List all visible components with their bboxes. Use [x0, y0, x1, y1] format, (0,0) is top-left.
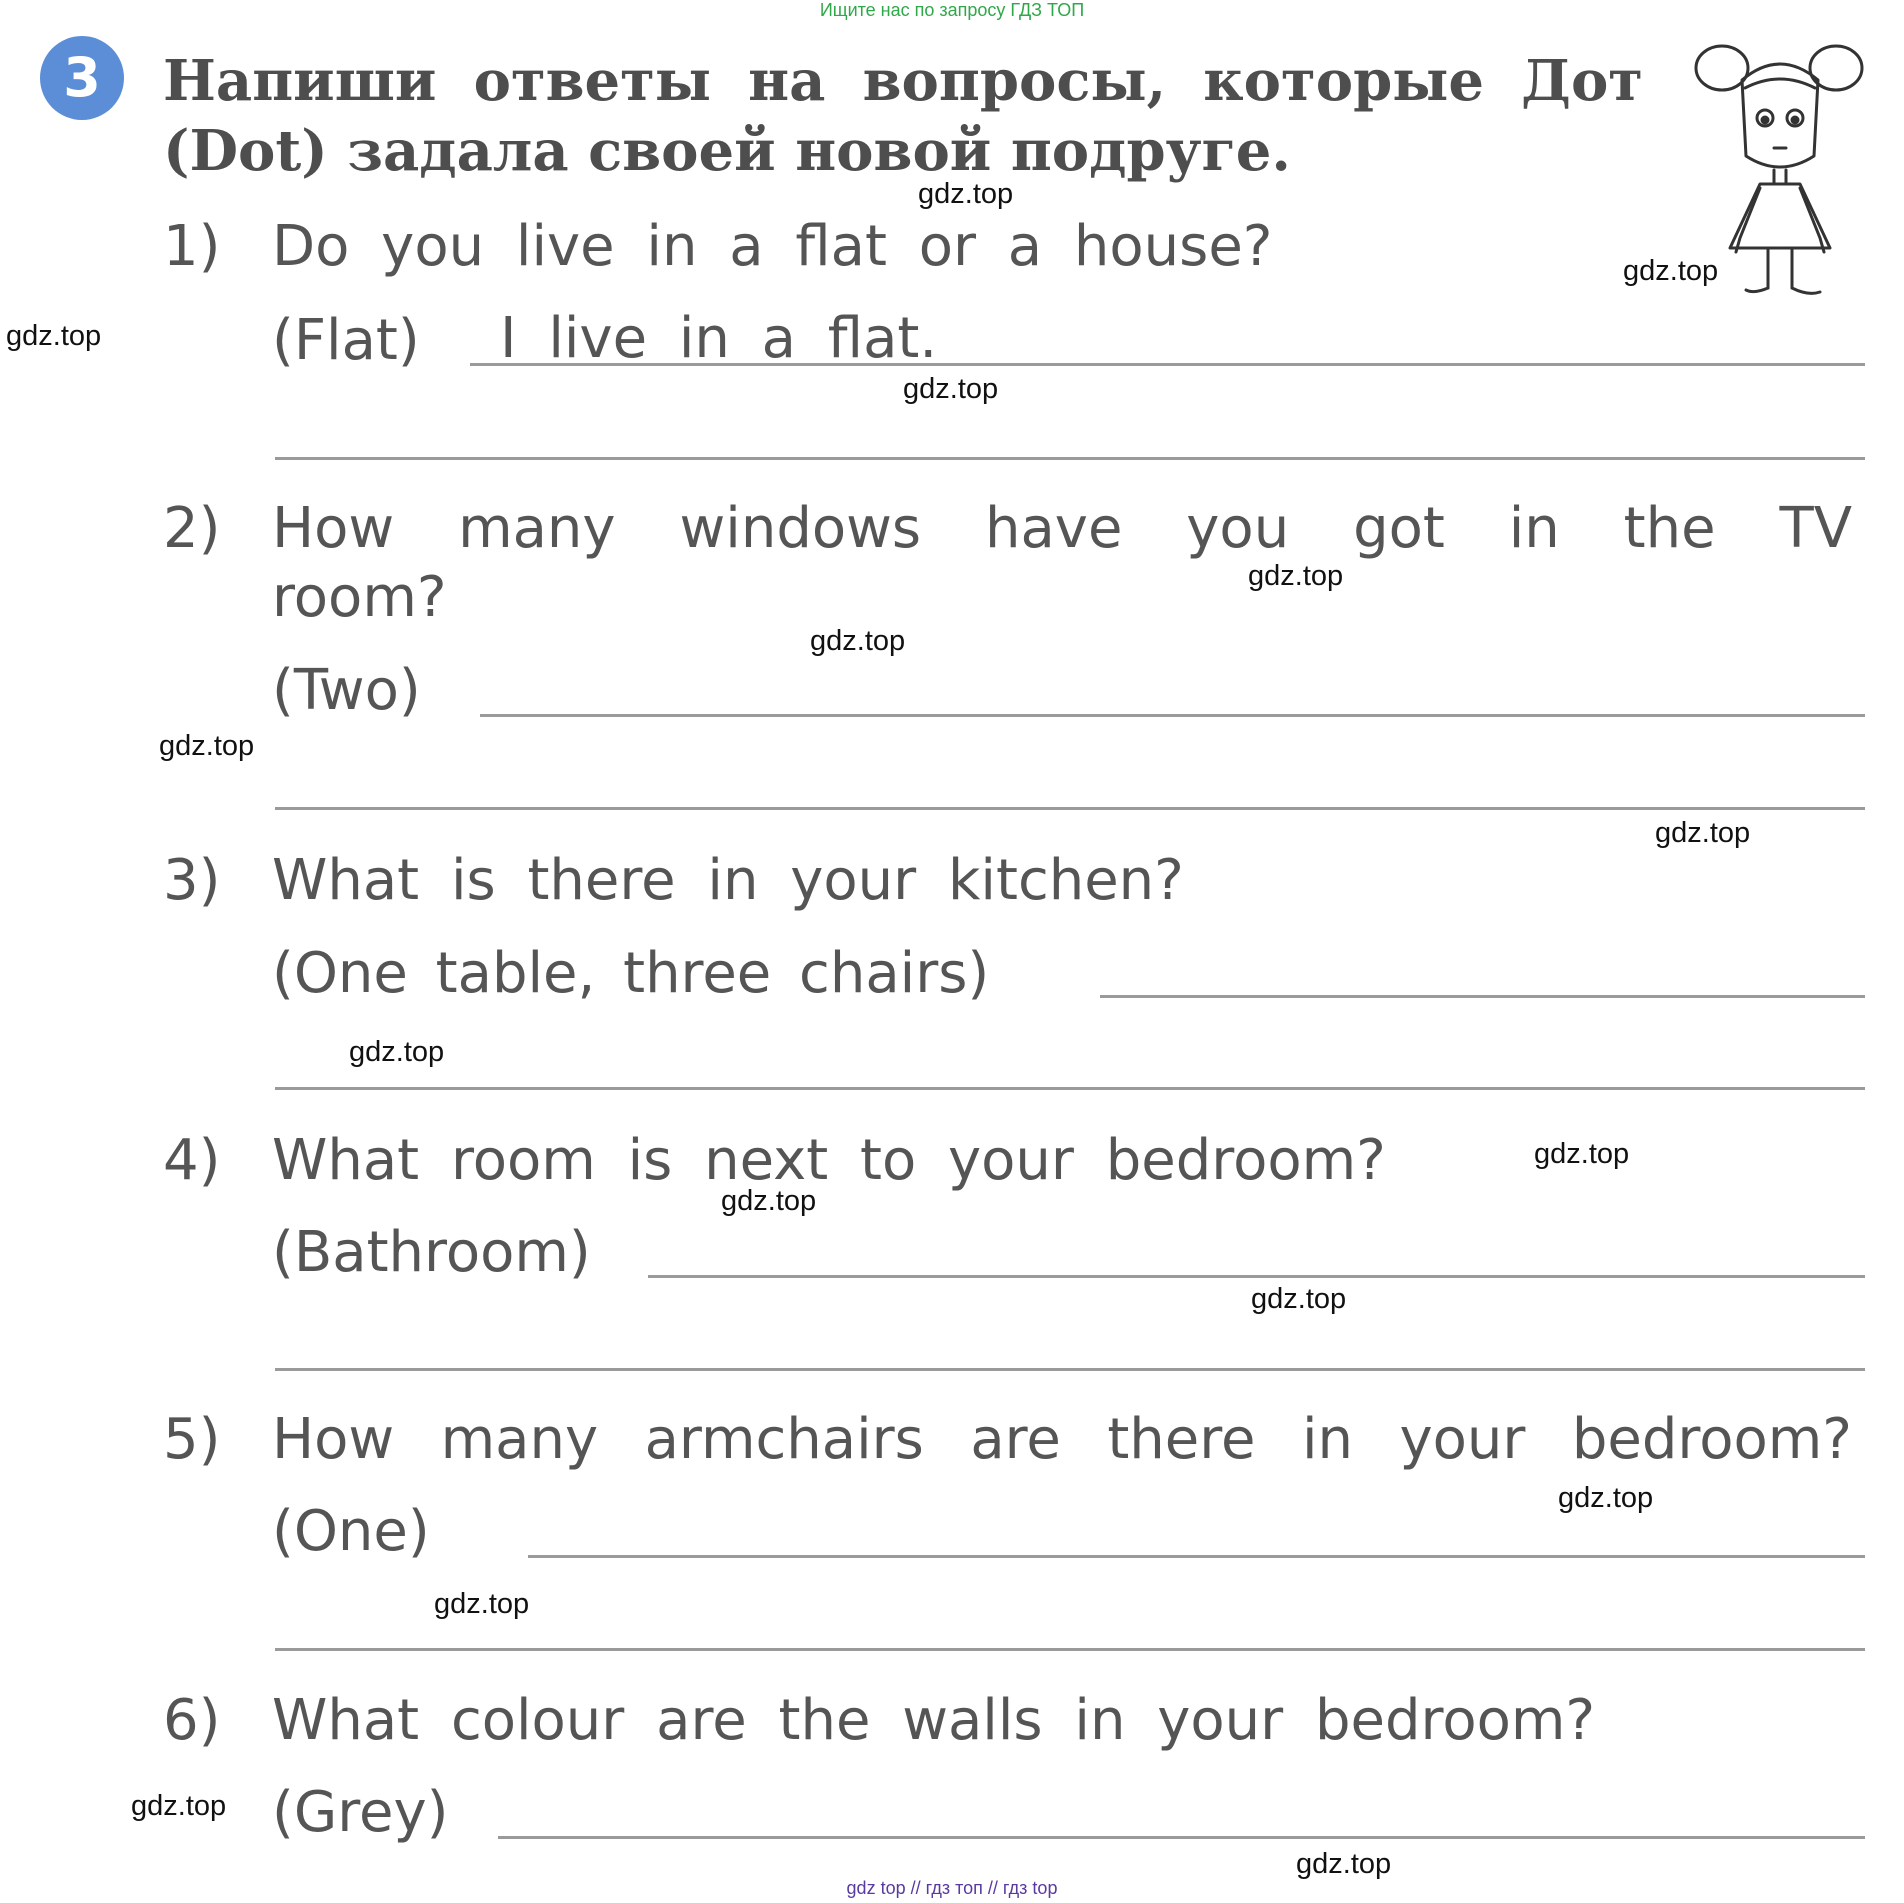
answer-line[interactable] — [275, 1368, 1865, 1371]
question-5-text: How many armchairs are there in your bedroom? — [272, 1407, 1852, 1472]
question-5-number: 5) — [163, 1407, 221, 1472]
question-4-number: 4) — [163, 1128, 221, 1193]
question-5-hint: (One) — [272, 1499, 430, 1564]
question-3-number: 3) — [163, 848, 221, 913]
question-2-hint: (Two) — [272, 658, 421, 723]
instruction-line-2: (Dot) задала своей новой подруге. — [163, 118, 1291, 184]
answer-line[interactable] — [1100, 995, 1865, 998]
question-1-text: Do you live in a flat or a house? — [272, 214, 1273, 279]
watermark: gdz.top — [918, 178, 1014, 210]
question-2-number: 2) — [163, 496, 221, 561]
question-6-number: 6) — [163, 1688, 221, 1753]
answer-line[interactable] — [480, 714, 1865, 717]
question-4-text: What room is next to your bedroom? — [272, 1128, 1386, 1193]
question-1-number: 1) — [163, 214, 221, 279]
exercise-number-badge: 3 — [40, 36, 124, 120]
answer-line[interactable] — [648, 1275, 1865, 1278]
answer-line[interactable] — [275, 1648, 1865, 1651]
watermark: gdz.top — [1623, 255, 1719, 287]
answer-line[interactable] — [275, 1087, 1865, 1090]
question-2-text: How many windows have you got in the TV — [272, 496, 1852, 561]
answer-line[interactable] — [275, 457, 1865, 460]
watermark: gdz.top — [159, 730, 255, 762]
watermark: gdz.top — [1296, 1848, 1392, 1880]
question-3-hint: (One table, three chairs) — [272, 941, 990, 1006]
question-1-answer: I live in a flat. — [500, 306, 938, 371]
answer-line[interactable] — [498, 1836, 1865, 1839]
question-1-hint: (Flat) — [272, 308, 420, 373]
watermark: gdz.top — [1251, 1283, 1347, 1315]
watermark: gdz.top — [1655, 817, 1751, 849]
watermark: gdz.top — [721, 1185, 817, 1217]
top-banner: Ищите нас по запросу ГДЗ ТОП — [819, 0, 1085, 20]
watermark: gdz.top — [903, 373, 999, 405]
watermark: gdz.top — [1558, 1482, 1654, 1514]
watermark: gdz.top — [349, 1036, 445, 1068]
footer-links[interactable]: gdz top // гдз топ // гдз top — [846, 1878, 1058, 1898]
instruction-line-1: Напиши ответы на вопросы, которые Дот — [163, 48, 1643, 114]
question-3-text: What is there in your kitchen? — [272, 848, 1184, 913]
question-6-hint: (Grey) — [272, 1780, 449, 1845]
watermark: gdz.top — [434, 1588, 530, 1620]
answer-line[interactable] — [470, 363, 1865, 366]
watermark: gdz.top — [6, 320, 102, 352]
question-4-hint: (Bathroom) — [272, 1220, 591, 1285]
watermark: gdz.top — [1248, 560, 1344, 592]
question-2-text-cont: room? — [272, 565, 447, 630]
watermark: gdz.top — [131, 1790, 227, 1822]
question-6-text: What colour are the walls in your bedroom? — [272, 1688, 1596, 1753]
watermark: gdz.top — [810, 625, 906, 657]
answer-line[interactable] — [275, 807, 1865, 810]
answer-line[interactable] — [528, 1555, 1865, 1558]
watermark: gdz.top — [1534, 1138, 1630, 1170]
